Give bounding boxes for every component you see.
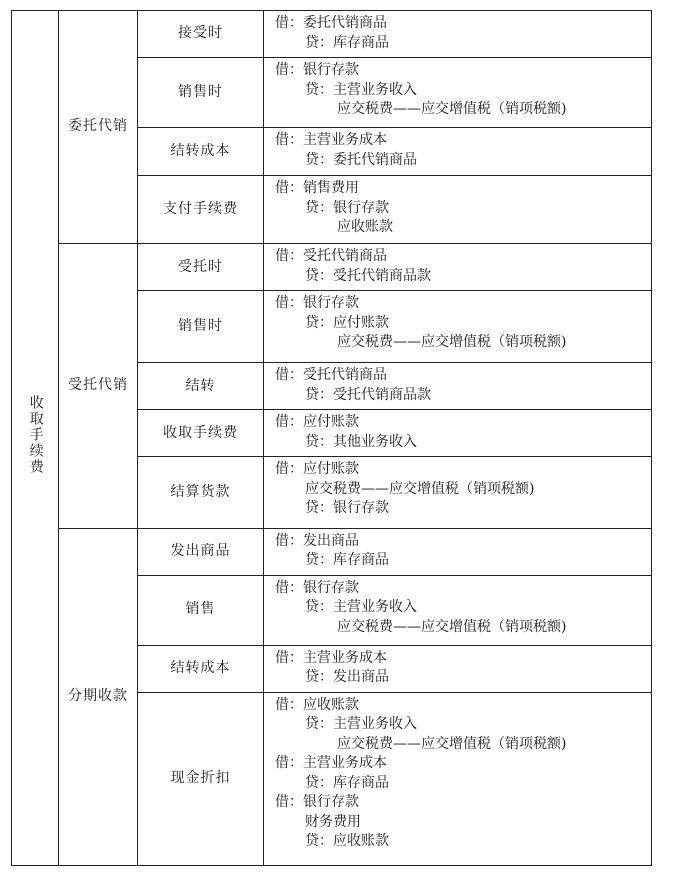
journal-entry-cell xyxy=(264,363,652,410)
table-body xyxy=(12,11,652,866)
journal-entry-line: 借：银行存款 xyxy=(275,794,359,811)
table-row xyxy=(12,244,652,291)
event-cell: 发出商品 xyxy=(138,528,264,575)
journal-entry-cell xyxy=(264,244,652,291)
journal-entry-line: 应交税费——应交增值税（销项税额) xyxy=(305,480,535,497)
journal-entry-line: 贷：银行存款 xyxy=(305,199,389,216)
journal-entry-line: 贷：受托代销商品款 xyxy=(305,267,431,284)
journal-entry-cell xyxy=(264,58,652,128)
journal-entry-line: 应交税费——应交增值税（销项税额) xyxy=(337,334,567,351)
event-cell: 结算货款 xyxy=(138,457,264,528)
journal-entry-line: 借：银行存款 xyxy=(275,62,359,79)
table-row xyxy=(12,11,652,58)
journal-entry-cell xyxy=(264,575,652,645)
journal-entry-line: 借：主营业务成本 xyxy=(275,649,387,666)
journal-entry-line: 应交税费——应交增值税（销项税额) xyxy=(337,735,567,752)
journal-entry-line: 贷：主营业务收入 xyxy=(305,599,417,616)
journal-entry-line: 贷：银行存款 xyxy=(305,500,389,517)
event-cell: 结转 xyxy=(138,363,264,410)
journal-entry-cell xyxy=(264,528,652,575)
event-cell: 接受时 xyxy=(138,11,264,58)
journal-entry-line: 借：发出商品 xyxy=(275,532,359,549)
journal-entry-cell xyxy=(264,291,652,363)
event-cell: 结转成本 xyxy=(138,645,264,692)
journal-entry-line: 贷：委托代销商品 xyxy=(305,151,417,168)
journal-entry-line: 借：销售费用 xyxy=(275,180,359,197)
journal-entry-line: 贷：发出商品 xyxy=(305,669,389,686)
journal-entry-cell xyxy=(264,692,652,865)
journal-entry-line: 贷：主营业务收入 xyxy=(305,81,417,98)
journal-entry-line: 借：应收账款 xyxy=(275,696,359,713)
journal-entry-line: 借：应付账款 xyxy=(275,414,359,431)
event-cell: 结转成本 xyxy=(138,128,264,176)
journal-entry-line: 应收账款 xyxy=(337,219,393,236)
journal-entry-line: 贷：应收账款 xyxy=(305,833,389,850)
journal-entry-line: 借：主营业务成本 xyxy=(275,755,387,772)
journal-entry-cell xyxy=(264,128,652,176)
journal-entry-line: 借：受托代销商品 xyxy=(275,367,387,384)
journal-entry-line: 贷：库存商品 xyxy=(305,34,389,51)
journal-entry-cell xyxy=(264,645,652,692)
event-cell: 受托时 xyxy=(138,244,264,291)
journal-entry-line: 贷：库存商品 xyxy=(305,774,389,791)
method-cell: 分期收款 xyxy=(59,528,138,865)
journal-entry-line: 贷：其他业务收入 xyxy=(305,433,417,450)
journal-entry-cell xyxy=(264,410,652,457)
journal-entry-line: 借：受托代销商品 xyxy=(275,248,387,265)
journal-entry-line: 应交税费——应交增值税（销项税额) xyxy=(337,618,567,635)
journal-entry-line: 借：银行存款 xyxy=(275,295,359,312)
journal-entry-line: 贷：主营业务收入 xyxy=(305,716,417,733)
method-cell: 受托代销 xyxy=(59,244,138,528)
journal-entry-line: 贷：库存商品 xyxy=(305,552,389,569)
journal-entry-line: 借：主营业务成本 xyxy=(275,132,387,149)
journal-entry-cell xyxy=(264,457,652,528)
journal-entry-line: 借：银行存款 xyxy=(275,579,359,596)
journal-entry-line: 借：应付账款 xyxy=(275,461,359,478)
event-cell: 收取手续费 xyxy=(138,410,264,457)
journal-entry-line: 财务费用 xyxy=(305,813,361,830)
category-label: 收取手续费 xyxy=(27,394,44,475)
event-cell: 现金折扣 xyxy=(138,692,264,865)
method-cell: 委托代销 xyxy=(59,11,138,244)
journal-entry-line: 贷：受托代销商品款 xyxy=(305,386,431,403)
event-cell: 支付手续费 xyxy=(138,176,264,244)
journal-entry-cell xyxy=(264,176,652,244)
journal-entry-cell xyxy=(264,11,652,58)
journal-entry-line: 应交税费——应交增值税（销项税额) xyxy=(337,101,567,118)
table-row xyxy=(12,528,652,575)
journal-entry-line: 借：委托代销商品 xyxy=(275,15,387,31)
journal-entry-line: 贷：应付账款 xyxy=(305,314,389,331)
event-cell: 销售 xyxy=(138,575,264,645)
category-cell xyxy=(12,11,59,866)
event-cell: 销售时 xyxy=(138,291,264,363)
accounting-entries-table xyxy=(11,10,652,866)
event-cell: 销售时 xyxy=(138,58,264,128)
